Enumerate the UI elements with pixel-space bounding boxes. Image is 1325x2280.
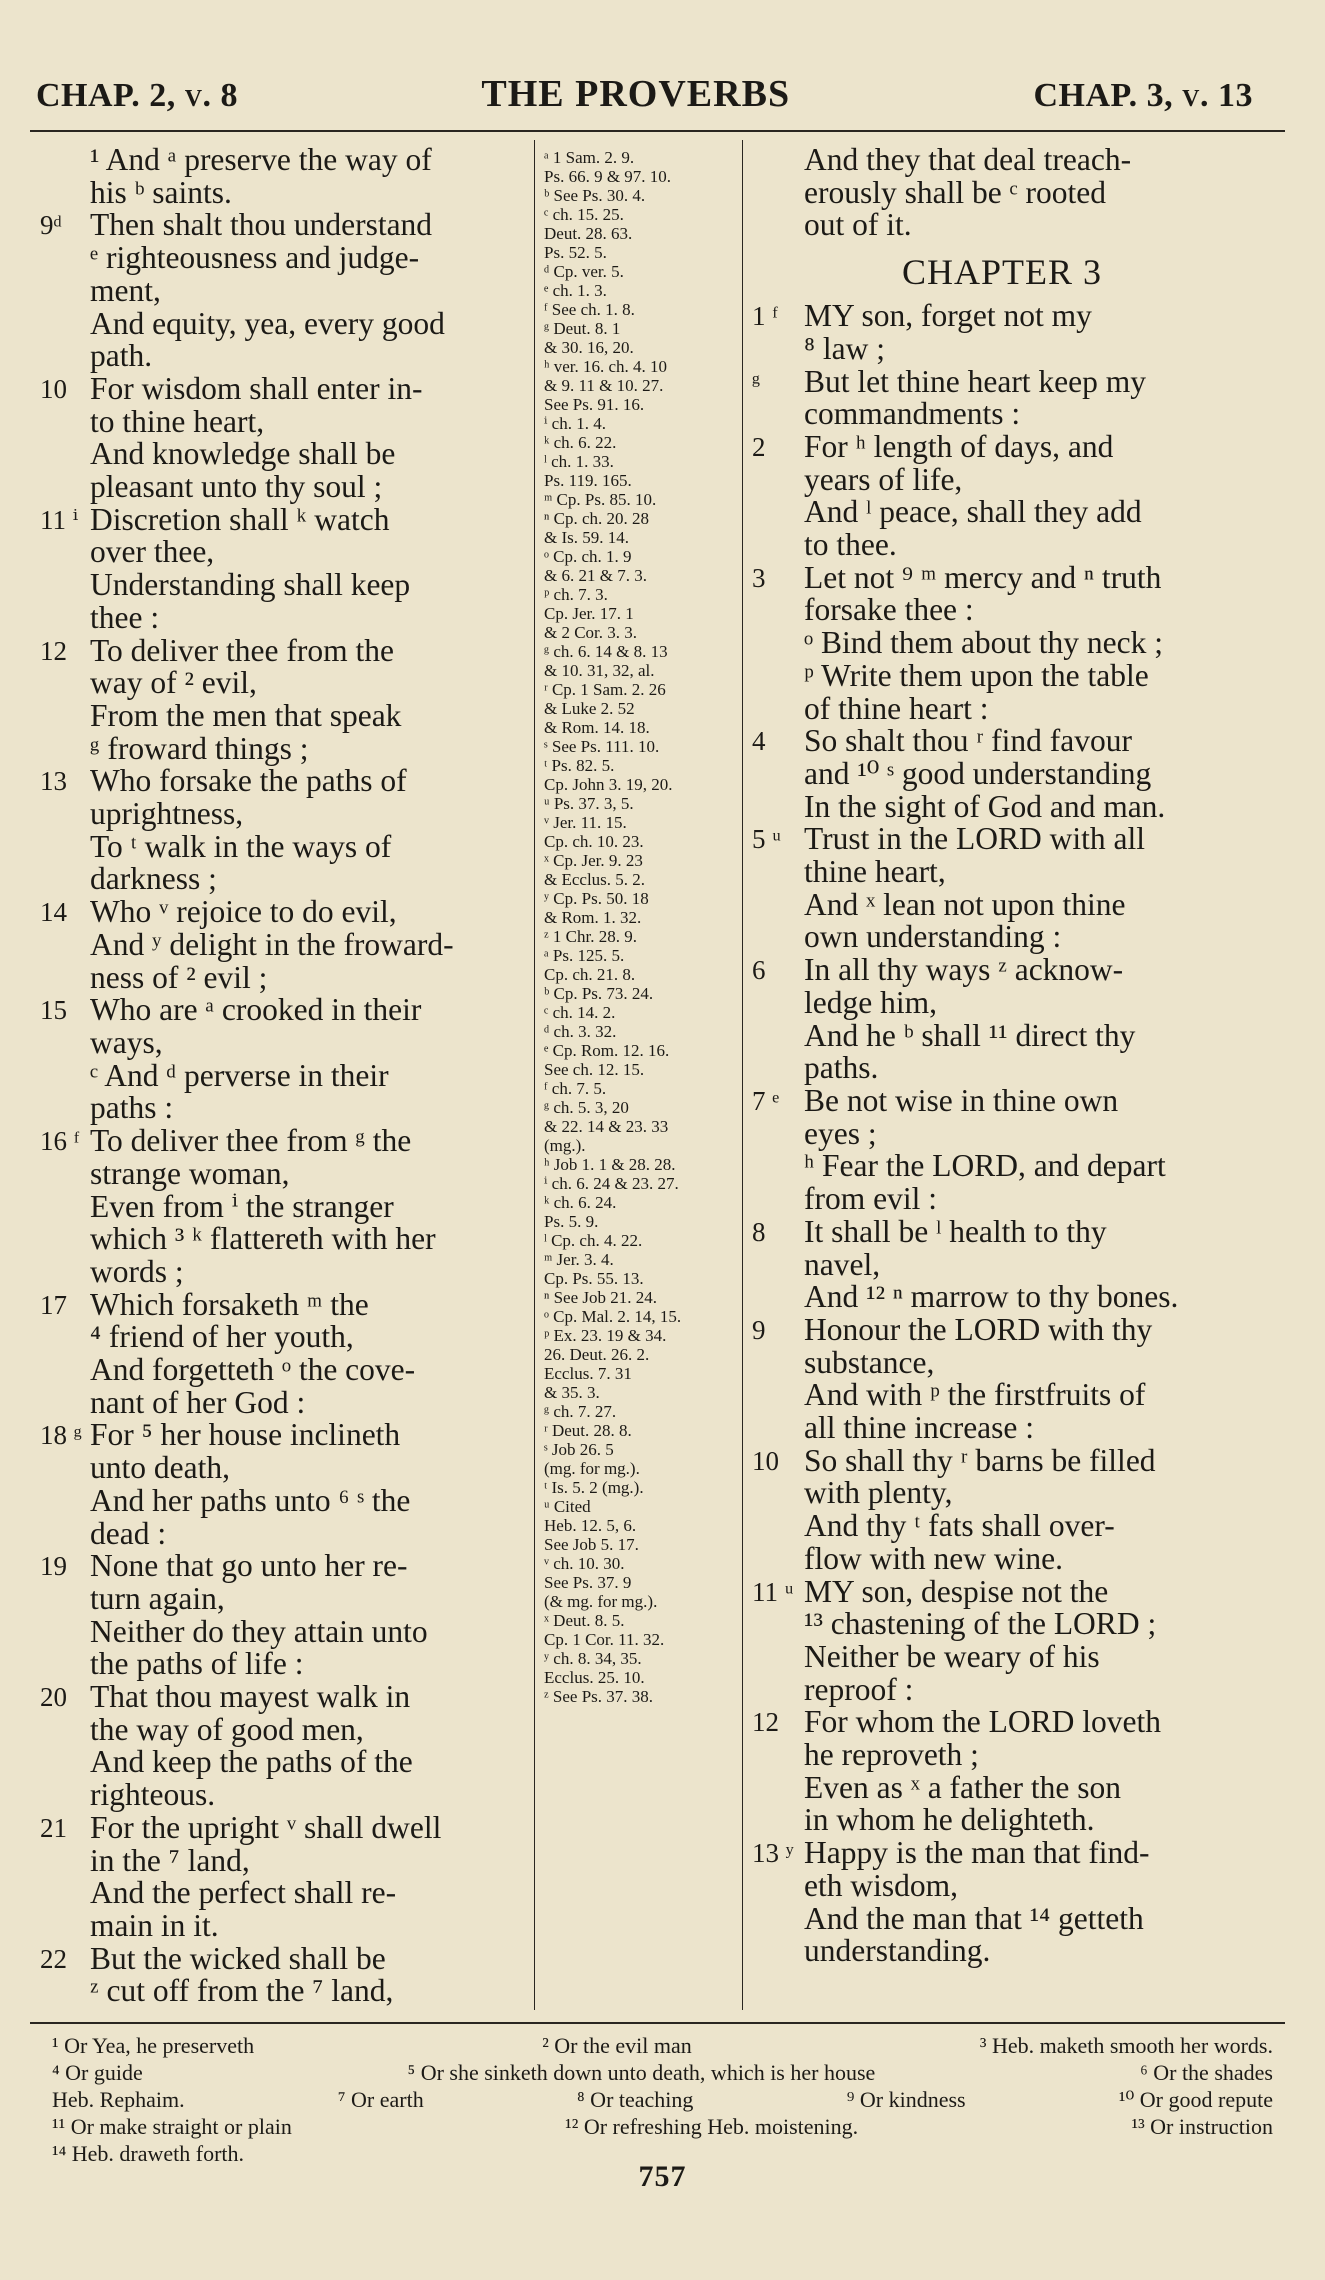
verse-line: To deliver thee from ᵍ the <box>90 1123 412 1159</box>
cross-reference: (mg.). <box>544 1136 586 1155</box>
verse-line: So shalt thou ʳ find favour <box>804 723 1132 759</box>
verse-line: And ʸ delight in the froward- <box>90 926 454 962</box>
cross-reference: ⁿ See Job 21. 24. <box>544 1288 658 1307</box>
cross-reference: See Ps. 37. 9 <box>544 1573 632 1592</box>
column-divider-left <box>534 140 535 2010</box>
cross-reference: See Ps. 91. 16. <box>544 395 645 414</box>
cross-reference: ⁱ ch. 6. 24 & 23. 27. <box>544 1174 679 1193</box>
verse-line: For wisdom shall enter in- <box>90 370 423 406</box>
verse-line: own understanding : <box>804 919 1062 955</box>
verse-line: ¹ And ᵃ preserve the way of <box>90 142 432 177</box>
verse-line: eth wisdom, <box>804 1867 958 1903</box>
verse-line: forsake thee : <box>804 592 974 628</box>
footnote: ¹¹ Or make straight or plain <box>52 2114 292 2139</box>
verse-number: 14 <box>40 897 67 928</box>
cross-reference: Ps. 52. 5. <box>544 243 607 262</box>
cross-reference: ᶠ See ch. 1. 8. <box>544 300 635 319</box>
verse-number: 22 <box>40 1943 67 1974</box>
verse-line: paths : <box>90 1090 174 1126</box>
verse-line: Even as ˣ a father the son <box>804 1769 1121 1805</box>
verse <box>752 725 1252 823</box>
cross-reference: ᶻ See Ps. 37. 38. <box>544 1687 654 1706</box>
cross-reference: & 22. 14 & 23. 33 <box>544 1117 669 1136</box>
verse-number: 12 <box>752 1707 779 1738</box>
verse-line: understanding. <box>804 1933 991 1969</box>
verse <box>40 765 528 896</box>
cross-reference: ᵉ ch. 1. 3. <box>544 281 607 300</box>
verse-line: ᵍ froward things ; <box>90 730 309 766</box>
verse-number: 15 <box>40 995 67 1026</box>
verse-line: And thy ᵗ fats shall over- <box>804 1508 1115 1544</box>
verse-number: 2 <box>752 431 766 462</box>
verse <box>752 954 1252 1085</box>
cross-reference: ʰ Job 1. 1 & 28. 28. <box>544 1155 676 1174</box>
verse <box>752 1082 1252 1217</box>
verse-line: It shall be ˡ health to thy <box>804 1213 1107 1249</box>
cross-reference: Ps. 119. 165. <box>544 471 632 490</box>
footnote: ⁴ Or guide <box>52 2060 143 2085</box>
footnote-row <box>52 2113 1273 2140</box>
footnote: ³ Heb. maketh smooth her words. <box>979 2033 1273 2058</box>
verse-line: In the sight of God and man. <box>804 788 1166 824</box>
verse <box>752 363 1252 432</box>
cross-reference: ʰ ver. 16. ch. 4. 10 <box>544 357 668 376</box>
verse-line: Happy is the man that find- <box>804 1835 1150 1871</box>
verse-line: in the ⁷ land, <box>90 1842 250 1878</box>
verse-line: ness of ² evil ; <box>90 959 268 995</box>
verse-line: But let thine heart keep my <box>804 363 1147 399</box>
verse-line: erously shall be ᶜ rooted <box>804 174 1106 210</box>
header-rule <box>30 130 1285 132</box>
verse-line: And ˣ lean not upon thine <box>804 886 1126 922</box>
cross-reference: ᵍ Deut. 8. 1 <box>544 319 621 338</box>
verse-number: 21 <box>40 1812 67 1843</box>
verse-number: 9ᵈ <box>40 210 62 241</box>
verse-line: Let not ⁹ ᵐ mercy and ⁿ truth <box>804 559 1162 595</box>
cross-reference: ˣ Deut. 8. 5. <box>544 1611 625 1630</box>
verse-line: From the men that speak <box>90 697 402 733</box>
cross-reference: Cp. John 3. 19, 20. <box>544 775 673 794</box>
verse-line: darkness ; <box>90 861 217 897</box>
verse-line: to thine heart, <box>90 403 265 439</box>
verse-line: and ¹⁰ ˢ good understanding <box>804 755 1152 791</box>
verse-line: For whom the LORD loveth <box>804 1704 1161 1740</box>
footnote: ⁷ Or earth <box>337 2087 424 2112</box>
footnote: ² Or the evil man <box>542 2033 692 2058</box>
verse-line: the way of good men, <box>90 1711 364 1747</box>
cross-reference: ˢ See Ps. 111. 10. <box>544 737 660 756</box>
verse-line: righteous. <box>90 1777 216 1813</box>
verse-line: For the upright ᵛ shall dwell <box>90 1809 442 1845</box>
verse-22-continuation <box>752 144 1252 242</box>
verse-line: Trust in the LORD with all <box>804 821 1145 857</box>
footnote: ¹ Or Yea, he preserveth <box>52 2033 255 2058</box>
verse-line: Who forsake the paths of <box>90 763 407 799</box>
verse-line: ᶻ cut off from the ⁷ land, <box>90 1973 394 2009</box>
cross-reference: ᵛ ch. 10. 30. <box>544 1554 625 1573</box>
verse <box>40 1940 528 2009</box>
header-title: THE PROVERBS <box>481 73 791 115</box>
verse-line: And ¹² ⁿ marrow to thy bones. <box>804 1279 1179 1315</box>
cross-reference: ᵃ Ps. 125. 5. <box>544 946 625 965</box>
verse-line: That thou mayest walk in <box>90 1679 411 1715</box>
verse <box>40 1809 528 1943</box>
cross-reference: ᵖ Ex. 23. 19 & 34. <box>544 1326 667 1345</box>
verse-line: ¹³ chastening of the LORD ; <box>804 1606 1157 1642</box>
cross-reference: ˡ ch. 1. 33. <box>544 452 614 471</box>
cross-reference: ᶜ ch. 15. 25. <box>544 205 624 224</box>
verse <box>40 209 528 373</box>
verse-number: 6 <box>752 955 766 986</box>
verse-number: 18 ᵍ <box>40 1420 82 1451</box>
cross-reference: ᵍ ch. 6. 14 & 8. 13 <box>544 642 668 661</box>
verse-number: 10 <box>752 1445 779 1476</box>
verse-line: ⁴ friend of her youth, <box>90 1319 354 1355</box>
verse <box>752 1442 1252 1576</box>
cross-reference: ᵐ Cp. Ps. 85. 10. <box>544 490 657 509</box>
verse-line: And the man that ¹⁴ getteth <box>804 1900 1144 1936</box>
footnote: Heb. Rephaim. <box>52 2087 185 2112</box>
cross-reference: ⁱ ch. 1. 4. <box>544 414 606 433</box>
verse-line: with plenty, <box>804 1475 953 1511</box>
verse-line: But the wicked shall be <box>90 1940 386 1976</box>
verse-number: 12 <box>40 635 67 666</box>
cross-reference: & 10. 31, 32, al. <box>544 661 655 680</box>
verse-line: And knowledge shall be <box>90 436 396 472</box>
verse-number: 11 ⁱ <box>40 504 79 535</box>
cross-reference: See Job 5. 17. <box>544 1535 639 1554</box>
cross-reference: & Rom. 14. 18. <box>544 718 650 737</box>
verse-line: over thee, <box>90 534 215 570</box>
verse <box>40 144 528 209</box>
verse-number: 20 <box>40 1682 67 1713</box>
cross-reference: ᵍ ch. 7. 27. <box>544 1402 617 1421</box>
cross-reference: & Rom. 1. 32. <box>544 908 642 927</box>
verse-line: flow with new wine. <box>804 1540 1063 1576</box>
cross-reference: ᵈ ch. 3. 32. <box>544 1022 617 1041</box>
verse-line: pleasant unto thy soul ; <box>90 469 383 505</box>
verse <box>40 994 528 1125</box>
header-left: CHAP. 2, v. 8 <box>36 77 239 114</box>
cross-reference: & 9. 11 & 10. 27. <box>544 376 664 395</box>
cross-reference: & 6. 21 & 7. 3. <box>544 566 647 585</box>
footnote: ¹² Or refreshing Heb. moistening. <box>565 2114 859 2139</box>
footnote: ⁵ Or she sinketh down unto death, which is her house <box>407 2060 876 2085</box>
cross-reference: ʸ ch. 8. 34, 35. <box>544 1649 642 1668</box>
verse-line: ledge him, <box>804 984 937 1020</box>
footnote: ⁸ Or teaching <box>577 2087 694 2112</box>
verse-line: navel, <box>804 1246 881 1282</box>
cross-reference: ʸ Cp. Ps. 50. 18 <box>544 889 649 908</box>
verse-line: his ᵇ saints. <box>90 174 232 210</box>
verse <box>752 1837 1252 1968</box>
verse-line: way of ² evil, <box>90 665 257 701</box>
verse-line: which ³ ᵏ flattereth with her <box>90 1221 436 1257</box>
verse-number: 5 ᵘ <box>752 824 782 855</box>
verse-number: 3 <box>752 562 766 593</box>
verse-line: Even from ⁱ the stranger <box>90 1188 394 1224</box>
cross-reference: ᵘ Ps. 37. 3, 5. <box>544 794 634 813</box>
cross-reference: Cp. Jer. 17. 1 <box>544 604 634 623</box>
verse-line: all thine increase : <box>804 1410 1035 1446</box>
verse-line: For ⁵ her house inclineth <box>90 1417 401 1453</box>
footnote: ¹³ Or instruction <box>1131 2114 1273 2139</box>
verse-number: 16 ᶠ <box>40 1126 80 1157</box>
verse-line: And they that deal treach- <box>804 142 1132 177</box>
verse-line: nant of her God : <box>90 1384 306 1420</box>
cross-reference: ᵗ Ps. 82. 5. <box>544 756 615 775</box>
verse-line: MY son, despise not the <box>804 1573 1109 1609</box>
verse-number: 19 <box>40 1551 67 1582</box>
cross-reference: See ch. 12. 15. <box>544 1060 645 1079</box>
column-divider-right <box>742 140 743 2010</box>
cross-reference: & 35. 3. <box>544 1383 600 1402</box>
verse-line: strange woman, <box>90 1155 290 1191</box>
verse <box>752 559 1252 726</box>
verse <box>40 1681 528 1812</box>
cross-reference: & 30. 16, 20. <box>544 338 634 357</box>
verse <box>40 1550 528 1681</box>
cross-reference: ˡ Cp. ch. 4. 22. <box>544 1231 643 1250</box>
verse-line: words ; <box>90 1253 184 1289</box>
cross-reference: (& mg. for mg.). <box>544 1592 658 1611</box>
verse-line: the paths of life : <box>90 1646 304 1682</box>
cross-reference: (mg. for mg.). <box>544 1459 640 1478</box>
verse-number: 8 <box>752 1216 766 1247</box>
cross-reference: ᵖ ch. 7. 3. <box>544 585 608 604</box>
cross-reference: ᵗ Is. 5. 2 (mg.). <box>544 1478 644 1497</box>
verse-line: ways, <box>90 1024 163 1060</box>
footnote-row <box>52 2032 1273 2059</box>
cross-reference: Deut. 28. 63. <box>544 224 633 243</box>
chapter-3-verses <box>752 300 1252 1968</box>
cross-reference: ᵘ Cited <box>544 1497 591 1516</box>
verse-line: thine heart, <box>804 854 946 890</box>
verse-line: And equity, yea, every good <box>90 305 445 341</box>
verse <box>752 300 1252 365</box>
cross-reference: & Ecclus. 5. 2. <box>544 870 646 889</box>
verse-line: in whom he delighteth. <box>804 1802 1095 1838</box>
cross-reference: ᵇ Cp. Ps. 73. 24. <box>544 984 654 1003</box>
verse <box>752 428 1252 563</box>
verse <box>752 1311 1252 1446</box>
footnote: ¹⁴ Heb. draweth forth. <box>52 2141 245 2166</box>
page-number: 757 <box>638 2160 687 2193</box>
cross-reference: ᵏ ch. 6. 22. <box>544 433 617 452</box>
verse-line: And her paths unto ⁶ ˢ the <box>90 1482 411 1518</box>
cross-reference: Cp. Ps. 55. 13. <box>544 1269 644 1288</box>
verse-line: ʰ Fear the LORD, and depart <box>804 1148 1166 1184</box>
verse-line: And forgetteth ᵒ the cove- <box>90 1352 416 1388</box>
right-text-column <box>752 144 1252 1968</box>
cross-reference: ᵍ ch. 5. 3, 20 <box>544 1098 629 1117</box>
verse-line: To ᵗ walk in the ways of <box>90 828 392 864</box>
cross-reference: & 2 Cor. 3. 3. <box>544 623 638 642</box>
verse-line: So shall thy ʳ barns be filled <box>804 1442 1156 1478</box>
cross-reference: ᵒ Cp. Mal. 2. 14, 15. <box>544 1307 682 1326</box>
cross-reference: ʳ Deut. 28. 8. <box>544 1421 632 1440</box>
cross-reference: ˢ Job 26. 5 <box>544 1440 614 1459</box>
running-header <box>36 72 1253 122</box>
verse-number: 11 ᵘ <box>752 1576 794 1607</box>
footnote-row <box>52 2086 1273 2113</box>
verse-line: paths. <box>804 1050 879 1086</box>
verse-line: Discretion shall ᵏ watch <box>90 501 390 537</box>
verse <box>40 1419 528 1550</box>
verse <box>40 501 528 635</box>
cross-reference: ᵐ Jer. 3. 4. <box>544 1250 614 1269</box>
verse-line: Then shalt thou understand <box>90 207 433 243</box>
verse-line: None that go unto her re- <box>90 1548 408 1584</box>
verse-number: 9 <box>752 1314 766 1345</box>
verse <box>40 896 528 994</box>
verse-line: ment, <box>90 272 161 308</box>
cross-reference: Ps. 5. 9. <box>544 1212 599 1231</box>
verse-number: 4 <box>752 726 766 757</box>
verse-line: commandments : <box>804 396 1021 432</box>
verse-number: 7 ᵉ <box>752 1085 780 1116</box>
footnote: ¹⁰ Or good repute <box>1118 2087 1273 2112</box>
verse-line: to thee. <box>804 527 897 563</box>
verse <box>752 1213 1252 1315</box>
verse-line: ᵒ Bind them about thy neck ; <box>804 625 1164 661</box>
verse-line: ᵉ righteousness and judge- <box>90 240 420 276</box>
verse-line: uprightness, <box>90 796 244 832</box>
verse-number: 17 <box>40 1289 67 1320</box>
header-right: CHAP. 3, v. 13 <box>1033 77 1253 114</box>
cross-reference: ᶠ ch. 7. 5. <box>544 1079 607 1098</box>
cross-reference: Ecclus. 7. 31 <box>544 1364 632 1383</box>
left-text-column <box>40 144 528 2008</box>
verse-line: Understanding shall keep <box>90 567 411 603</box>
verse-line: out of it. <box>804 207 912 243</box>
verse-line: dead : <box>90 1515 167 1551</box>
verse <box>40 1286 528 1420</box>
chapter-heading: CHAPTER 3 <box>901 252 1103 293</box>
verse <box>752 1706 1252 1837</box>
verse-line: And keep the paths of the <box>90 1744 413 1780</box>
cross-reference: ᵇ See Ps. 30. 4. <box>544 186 646 205</box>
footnote-rule <box>30 2022 1285 2024</box>
verse-number: 10 <box>40 373 67 404</box>
verse-line: Who are ᵃ crooked in their <box>90 992 422 1028</box>
verse-line: thee : <box>90 599 160 635</box>
cross-reference: 26. Deut. 26. 2. <box>544 1345 650 1364</box>
verse <box>752 823 1252 954</box>
verse-line: And ˡ peace, shall they add <box>804 494 1142 530</box>
cross-reference: ᵉ Cp. Rom. 12. 16. <box>544 1041 670 1060</box>
verse-line: turn again, <box>90 1580 225 1616</box>
verse-line: from evil : <box>804 1181 937 1217</box>
cross-reference: ˣ Cp. Jer. 9. 23 <box>544 851 643 870</box>
verse <box>40 370 528 505</box>
cross-reference: ᵏ ch. 6. 24. <box>544 1193 617 1212</box>
verse-number: 1 ᶠ <box>752 301 778 332</box>
cross-reference: ᵛ Jer. 11. 15. <box>544 813 627 832</box>
verse-line: MY son, forget not my <box>804 298 1092 334</box>
verse-line: In all thy ways ᶻ acknow- <box>804 952 1124 988</box>
verse-line: Honour the LORD with thy <box>804 1311 1153 1347</box>
verse-line: years of life, <box>804 461 963 497</box>
cross-reference: Ecclus. 25. 10. <box>544 1668 645 1687</box>
verse-line: unto death, <box>90 1450 230 1486</box>
verse-line: To deliver thee from the <box>90 632 394 668</box>
verse-line: Neither do they attain unto <box>90 1613 428 1649</box>
verse-line: Neither be weary of his <box>804 1638 1100 1674</box>
verse-number: 13 ʸ <box>752 1838 794 1869</box>
cross-reference: Heb. 12. 5, 6. <box>544 1516 637 1535</box>
verse-line: of thine heart : <box>804 690 989 726</box>
verse-line: he reproveth ; <box>804 1737 979 1773</box>
cross-reference: & Is. 59. 14. <box>544 528 629 547</box>
verse-line: ᶜ And ᵈ perverse in their <box>90 1057 389 1093</box>
verse <box>40 632 528 766</box>
footnote-row <box>52 2059 1273 2086</box>
cross-reference: Cp. 1 Cor. 11. 32. <box>544 1630 665 1649</box>
cross-reference: & Luke 2. 52 <box>544 699 635 718</box>
verse-line: eyes ; <box>804 1115 877 1151</box>
verse-number: 13 <box>40 766 67 797</box>
verse-line: And he ᵇ shall ¹¹ direct thy <box>804 1017 1136 1053</box>
cross-reference: ᵃ 1 Sam. 2. 9. <box>544 148 635 167</box>
cross-reference: ᵈ Cp. ver. 5. <box>544 262 624 281</box>
footnote: ⁹ Or kindness <box>846 2087 966 2112</box>
verse-line: Who ᵛ rejoice to do evil, <box>90 894 397 930</box>
footnote: ⁶ Or the shades <box>1140 2060 1273 2085</box>
verse <box>40 1125 528 1289</box>
verse-number: ᵍ <box>752 366 761 397</box>
verse-line: main in it. <box>90 1907 219 1943</box>
cross-reference: ʳ Cp. 1 Sam. 2. 26 <box>544 680 666 699</box>
verse-line: Which forsaketh ᵐ the <box>90 1286 369 1322</box>
cross-reference: ⁿ Cp. ch. 20. 28 <box>544 509 649 528</box>
verse-line: substance, <box>804 1344 935 1380</box>
verse-line: reproof : <box>804 1671 914 1707</box>
cross-reference: Ps. 66. 9 & 97. 10. <box>544 167 672 186</box>
verse-line: ᵖ Write them upon the table <box>804 657 1149 693</box>
cross-reference: ᶜ ch. 14. 2. <box>544 1003 616 1022</box>
cross-reference: Cp. ch. 10. 23. <box>544 832 644 851</box>
footnotes <box>52 2032 1273 2167</box>
verse-line: And the perfect shall re- <box>90 1875 397 1911</box>
verse-line: ⁸ law ; <box>804 330 885 366</box>
cross-reference: ᵒ Cp. ch. 1. 9 <box>544 547 632 566</box>
cross-reference: ᶻ 1 Chr. 28. 9. <box>544 927 637 946</box>
verse-line: path. <box>90 338 153 374</box>
verse-line: And with ᵖ the firstfruits of <box>804 1377 1146 1413</box>
verse <box>752 1573 1252 1707</box>
verse-line: Be not wise in thine own <box>804 1082 1119 1118</box>
verse-line: For ʰ length of days, and <box>804 428 1114 464</box>
cross-reference-column <box>544 148 728 1706</box>
cross-reference: Cp. ch. 21. 8. <box>544 965 636 984</box>
